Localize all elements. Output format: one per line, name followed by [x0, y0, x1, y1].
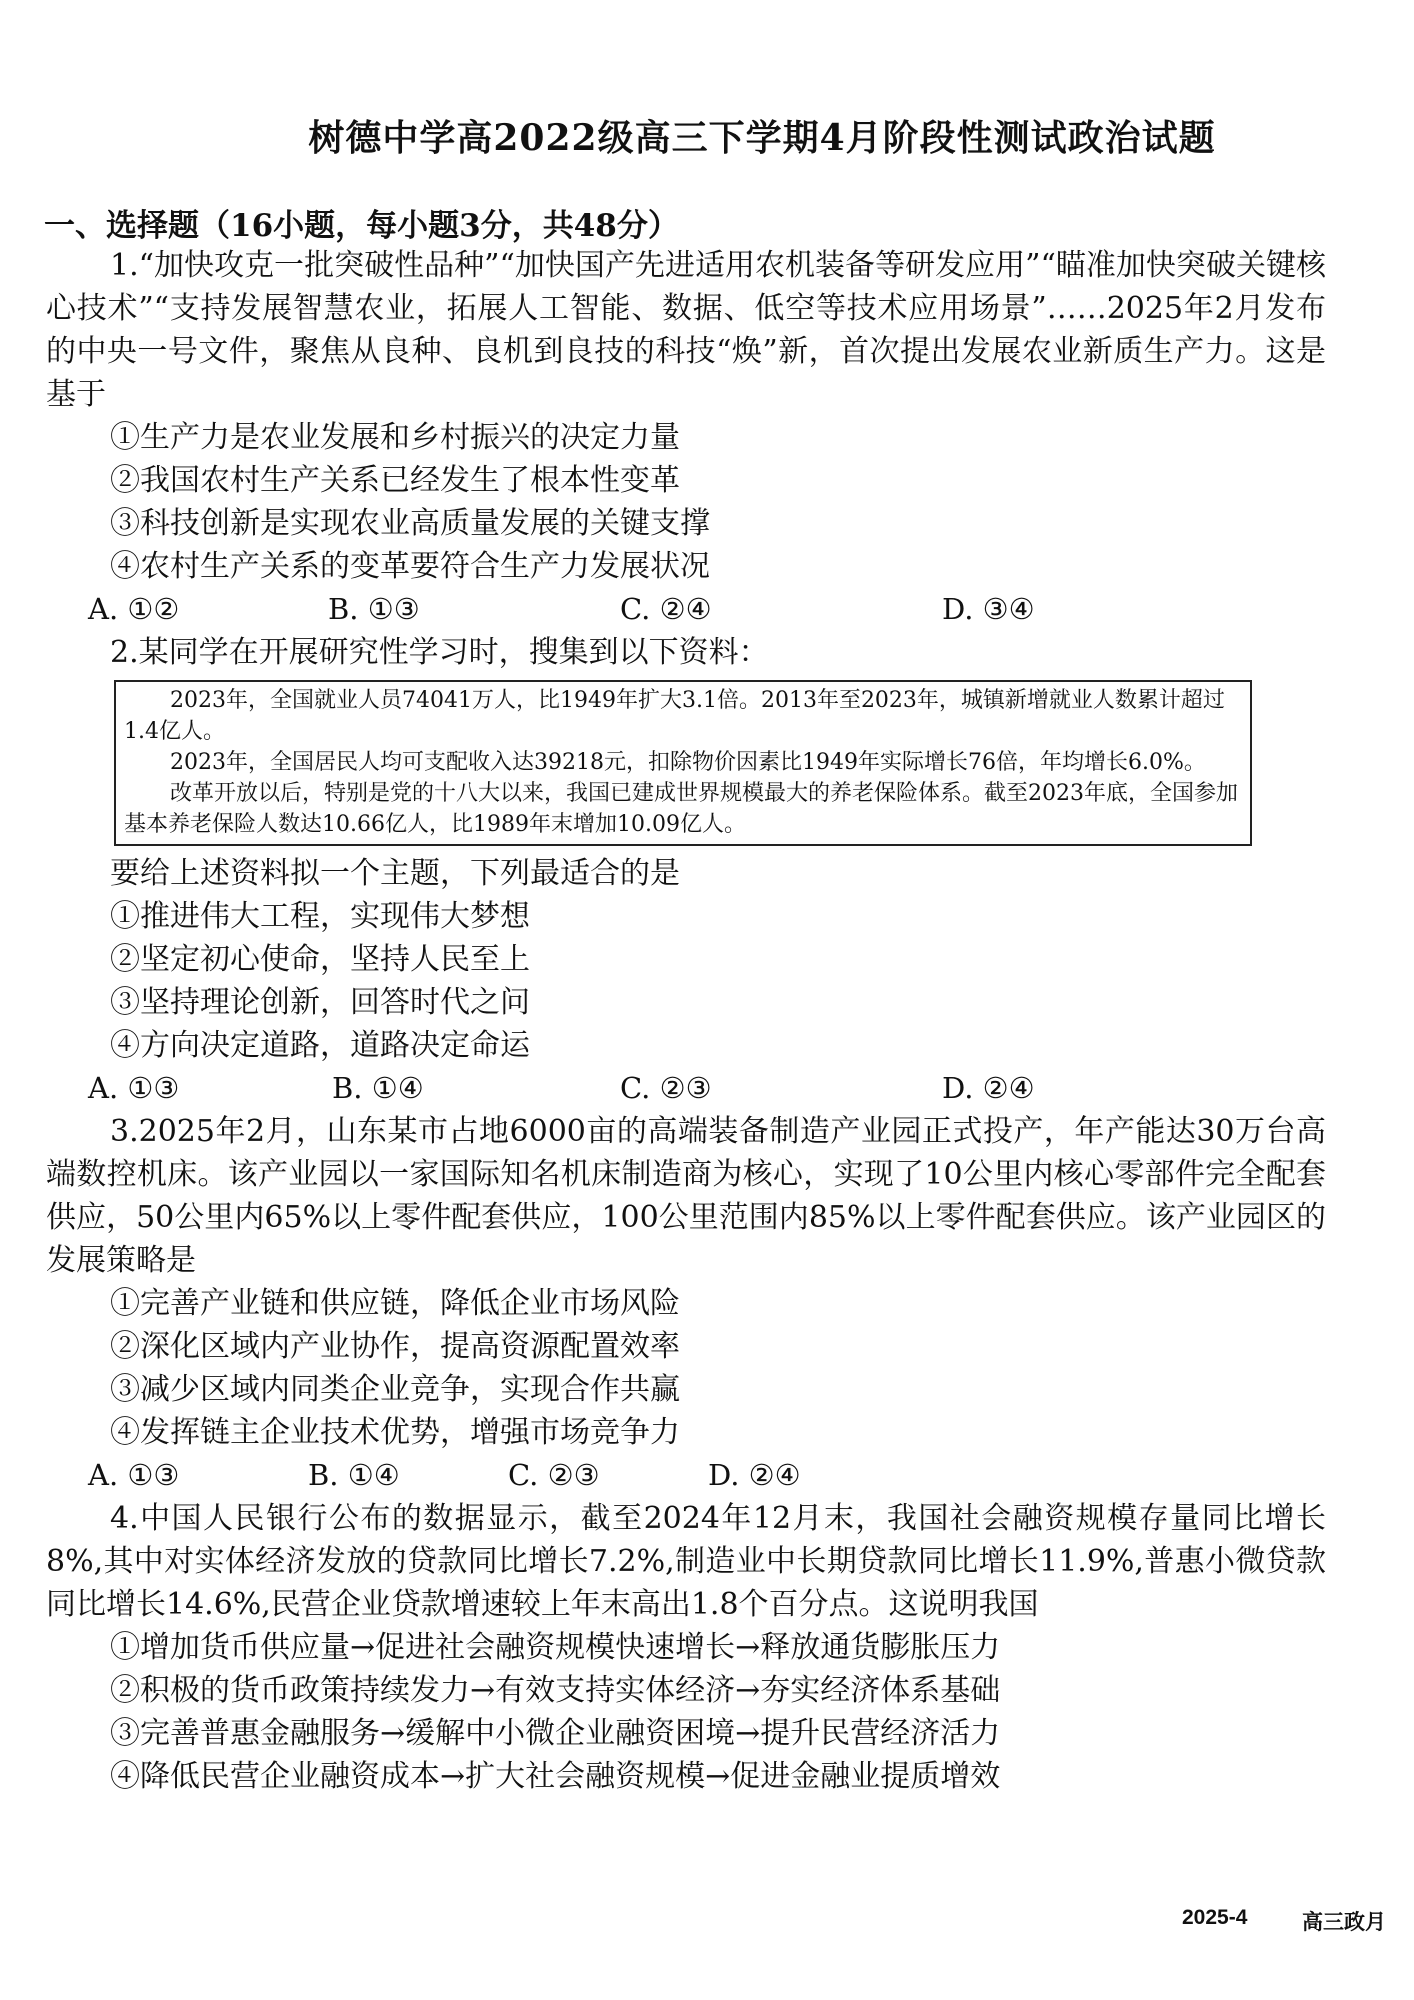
material-paragraph: 2023年，全国居民人均可支配收入达39218元，扣除物价因素比1949年实际增长76倍，年均增长6.0%。 [170, 750, 1206, 775]
choice-d: D. ②④ [942, 1071, 1035, 1105]
choice-d: D. ②④ [708, 1458, 801, 1492]
question-prompt: 要给上述资料拟一个主题，下列最适合的是 [110, 856, 680, 891]
choice-c: C. ②③ [620, 1071, 712, 1105]
statement-option: ③完善普惠金融服务→缓解中小微企业融资困境→提升民营经济活力 [110, 1716, 1001, 1751]
choice-c: C. ②④ [620, 592, 712, 626]
choice-b: B. ①④ [332, 1071, 424, 1105]
question-4 [46, 1497, 1326, 1798]
exam-title: 树德中学高2022级高三下学期4月阶段性测试政治试题 [308, 117, 1216, 159]
footer-label: 高三政月 [1302, 1911, 1386, 1934]
choice-a: A. ①③ [88, 1458, 180, 1492]
choice-b: B. ①④ [308, 1458, 400, 1492]
answer-choices [46, 1067, 1326, 1110]
choice-d: D. ③④ [942, 592, 1035, 626]
question-stem: 4.中国人民银行公布的数据显示，截至2024年12月末，我国社会融资规模存量同比增长8%,其中对实体经济发放的贷款同比增长7.2%,制造业中长期贷款同比增长11.9%,普惠小微贷款同比增长14.6%,民营企业贷款增速较上年末高出1.8个百分点。这说明我国 [46, 1501, 1326, 1622]
statement-option: ①完善产业链和供应链，降低企业市场风险 [110, 1286, 680, 1321]
material-paragraph: 改革开放以后，特别是党的十八大以来，我国已建成世界规模最大的养老保险体系。截至2023年底，全国参加基本养老保险人数达10.66亿人，比1989年末增加10.09亿人。 [124, 781, 1238, 837]
question-2 [46, 631, 1326, 1110]
statement-option: ③科技创新是实现农业高质量发展的关键支撑 [110, 506, 710, 541]
statement-option: ④降低民营企业融资成本→扩大社会融资规模→促进金融业提质增效 [110, 1759, 1001, 1794]
questions-content [46, 244, 1326, 1798]
question-stem: 3.2025年2月，山东某市占地6000亩的高端装备制造产业园正式投产，年产能达30万台高端数控机床。该产业园以一家国际知名机床制造商为核心，实现了10公里内核心零部件完全配套供应，50公里内65%以上零件配套供应，100公里范围内85%以上零件配套供应。该产业园区的发展策略是 [46, 1114, 1326, 1278]
material-paragraph: 2023年，全国就业人员74041万人，比1949年扩大3.1倍。2013年至2023年，城镇新增就业人数累计超过1.4亿人。 [124, 688, 1225, 744]
statement-option: ②积极的货币政策持续发力→有效支持实体经济→夯实经济体系基础 [110, 1673, 1001, 1708]
statement-option: ①增加货币供应量→促进社会融资规模快速增长→释放通货膨胀压力 [110, 1630, 1001, 1665]
statement-option: ①推进伟大工程，实现伟大梦想 [110, 899, 530, 934]
statement-option: ②深化区域内产业协作，提高资源配置效率 [110, 1329, 680, 1364]
section-heading: 一、选择题（16小题，每小题3分，共48分） [44, 208, 679, 244]
material-box [114, 680, 1252, 846]
statement-option: ④方向决定道路，道路决定命运 [110, 1028, 530, 1063]
choice-c: C. ②③ [508, 1458, 600, 1492]
statement-option: ①生产力是农业发展和乡村振兴的决定力量 [110, 420, 680, 455]
question-stem: 2.某同学在开展研究性学习时，搜集到以下资料： [110, 635, 769, 670]
statement-option: ④农村生产关系的变革要符合生产力发展状况 [110, 549, 710, 584]
choice-b: B. ①③ [328, 592, 420, 626]
question-1 [46, 244, 1326, 631]
statement-option: ③坚持理论创新，回答时代之问 [110, 985, 530, 1020]
statement-option: ②我国农村生产关系已经发生了根本性变革 [110, 463, 680, 498]
question-3 [46, 1110, 1326, 1497]
footer-date: 2025-4 [1182, 1906, 1248, 1929]
statement-option: ③减少区域内同类企业竞争，实现合作共赢 [110, 1372, 680, 1407]
question-stem: 1.“加快攻克一批突破性品种”“加快国产先进适用农机装备等研发应用”“瞄准加快突破关键核心技术”“支持发展智慧农业，拓展人工智能、数据、低空等技术应用场景”……2025年2月发布的中央一号文件，聚焦从良种、良机到良技的科技“焕”新，首次提出发展农业新质生产力。这是基于 [46, 248, 1326, 412]
choice-a: A. ①③ [88, 1071, 180, 1105]
statement-option: ④发挥链主企业技术优势，增强市场竞争力 [110, 1415, 680, 1450]
answer-choices [46, 588, 1326, 631]
answer-choices [46, 1454, 1326, 1497]
choice-a: A. ①② [88, 592, 180, 626]
statement-option: ②坚定初心使命，坚持人民至上 [110, 942, 530, 977]
